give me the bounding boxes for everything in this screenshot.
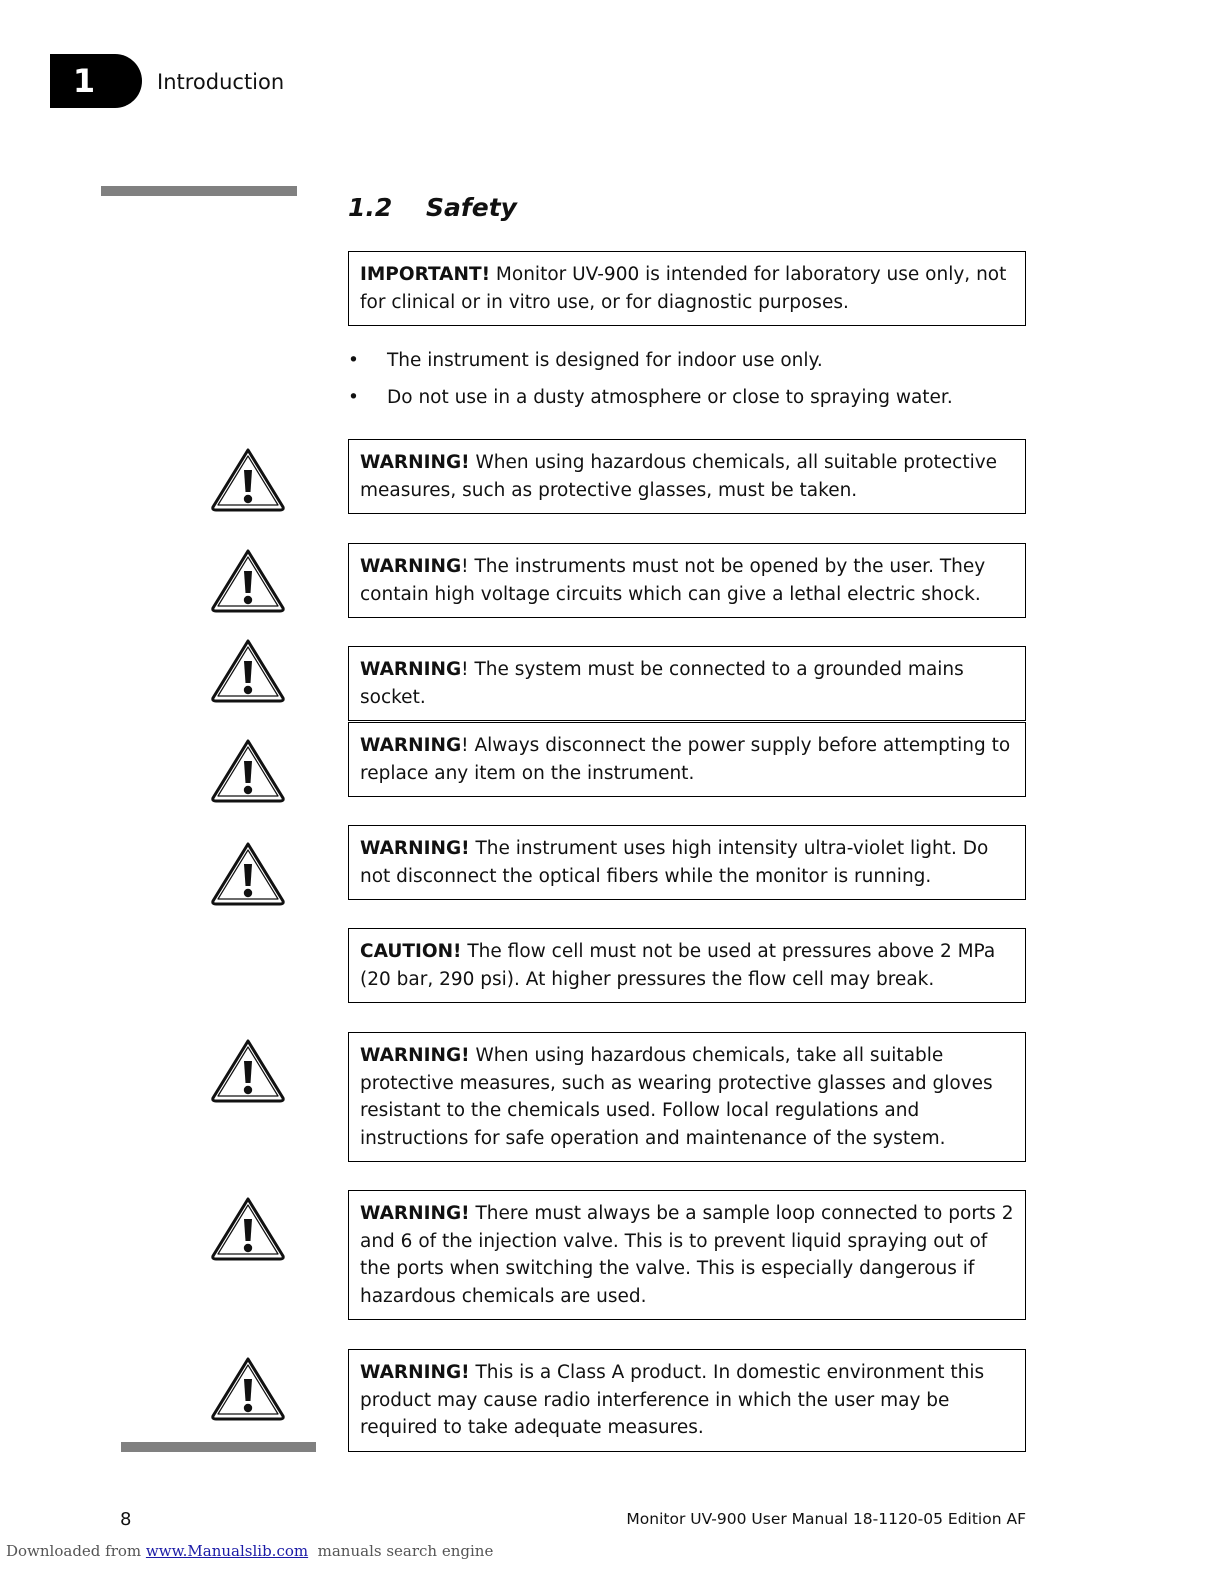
- warning-box: [348, 1349, 1026, 1452]
- footer-manual-title: Monitor UV-900 User Manual 18-1120-05 Edition AF: [626, 1510, 1026, 1528]
- notice-text: ! The instruments must not be opened by the user. They contain high voltage circuits which can give a lethal electric shock.: [360, 556, 986, 605]
- notice-text: This is a Class A product. In domestic environment this product may cause radio interference in which the user may be required to take adequate measures.: [360, 1362, 985, 1438]
- warning-box: [348, 722, 1026, 797]
- notice-label: WARNING!: [360, 1362, 470, 1383]
- chapter-tab: [50, 54, 142, 108]
- section-bottom-rule: [121, 1442, 316, 1452]
- manualslib-link[interactable]: www.Manualslib.com: [145, 1542, 309, 1560]
- notice-label: WARNING!: [360, 1045, 470, 1066]
- section-number: 1.2: [348, 193, 393, 222]
- notice-label: IMPORTANT!: [360, 264, 491, 285]
- section-top-rule: [101, 186, 297, 196]
- warning-box: [348, 543, 1026, 618]
- notice-label: WARNING!: [360, 1203, 470, 1224]
- notice-label: WARNING!: [360, 838, 470, 859]
- notice-label: WARNING!: [360, 452, 470, 473]
- notice-text: When using hazardous chemicals, take all suitable protective measures, such as wearing protective glasses and gloves resistant to the chemicals used. Follow local regulations and instructions for safe operation and maintenance of the system.: [360, 1045, 993, 1149]
- notice-text: ! Always disconnect the power supply before attempting to replace any item on the instrument.: [360, 735, 1011, 784]
- notice-text: The flow cell must not be used at pressures above 2 MPa (20 bar, 290 psi). At higher pressures the flow cell may break.: [360, 941, 996, 990]
- download-suffix: manuals search engine: [308, 1542, 494, 1560]
- notice-text: Monitor UV-900 is intended for laboratory use only, not for clinical or in vitro use, or for diagnostic purposes.: [360, 264, 1007, 313]
- notice-text: When using hazardous chemicals, all suitable protective measures, such as protective glasses, must be taken.: [360, 452, 998, 501]
- chapter-title: Introduction: [157, 70, 285, 94]
- notice-label: WARNING: [360, 659, 462, 680]
- notice-text: ! The system must be connected to a grounded mains socket.: [360, 659, 964, 708]
- caution-box: [348, 928, 1026, 1003]
- bullet-dot: •: [348, 350, 359, 371]
- page-number: 8: [120, 1509, 132, 1530]
- notice-label: WARNING: [360, 556, 462, 577]
- notice-label: CAUTION!: [360, 941, 462, 962]
- download-source-line: [6, 1542, 493, 1560]
- warning-triangle-icon: [209, 446, 287, 512]
- notice-label: WARNING: [360, 735, 462, 756]
- bullet-text: Do not use in a dusty atmosphere or close to spraying water.: [387, 387, 953, 408]
- warning-triangle-icon: [209, 637, 287, 703]
- bullet-text: The instrument is designed for indoor use only.: [387, 350, 823, 371]
- warning-box: [348, 1190, 1026, 1320]
- warning-triangle-icon: [209, 737, 287, 803]
- warning-triangle-icon: [209, 1355, 287, 1421]
- warning-box: [348, 439, 1026, 514]
- warning-triangle-icon: [209, 1195, 287, 1261]
- bullet-dot: •: [348, 387, 359, 408]
- warning-box: [348, 1032, 1026, 1162]
- notice-text: There must always be a sample loop connected to ports 2 and 6 of the injection valve. This is to prevent liquid spraying out of the ports when switching the valve. This is especially dangerous if hazardous chemicals are used.: [360, 1203, 1014, 1307]
- notice-text: The instrument uses high intensity ultra-violet light. Do not disconnect the optical fibers while the monitor is running.: [360, 838, 989, 887]
- important-notice-box: [348, 251, 1026, 326]
- warning-triangle-icon: [209, 1037, 287, 1103]
- warning-box: [348, 825, 1026, 900]
- section-title: Safety: [426, 193, 517, 222]
- warning-triangle-icon: [209, 840, 287, 906]
- warning-box: [348, 646, 1026, 721]
- warning-triangle-icon: [209, 547, 287, 613]
- chapter-number: 1: [72, 62, 96, 100]
- download-prefix: Downloaded from: [6, 1542, 146, 1560]
